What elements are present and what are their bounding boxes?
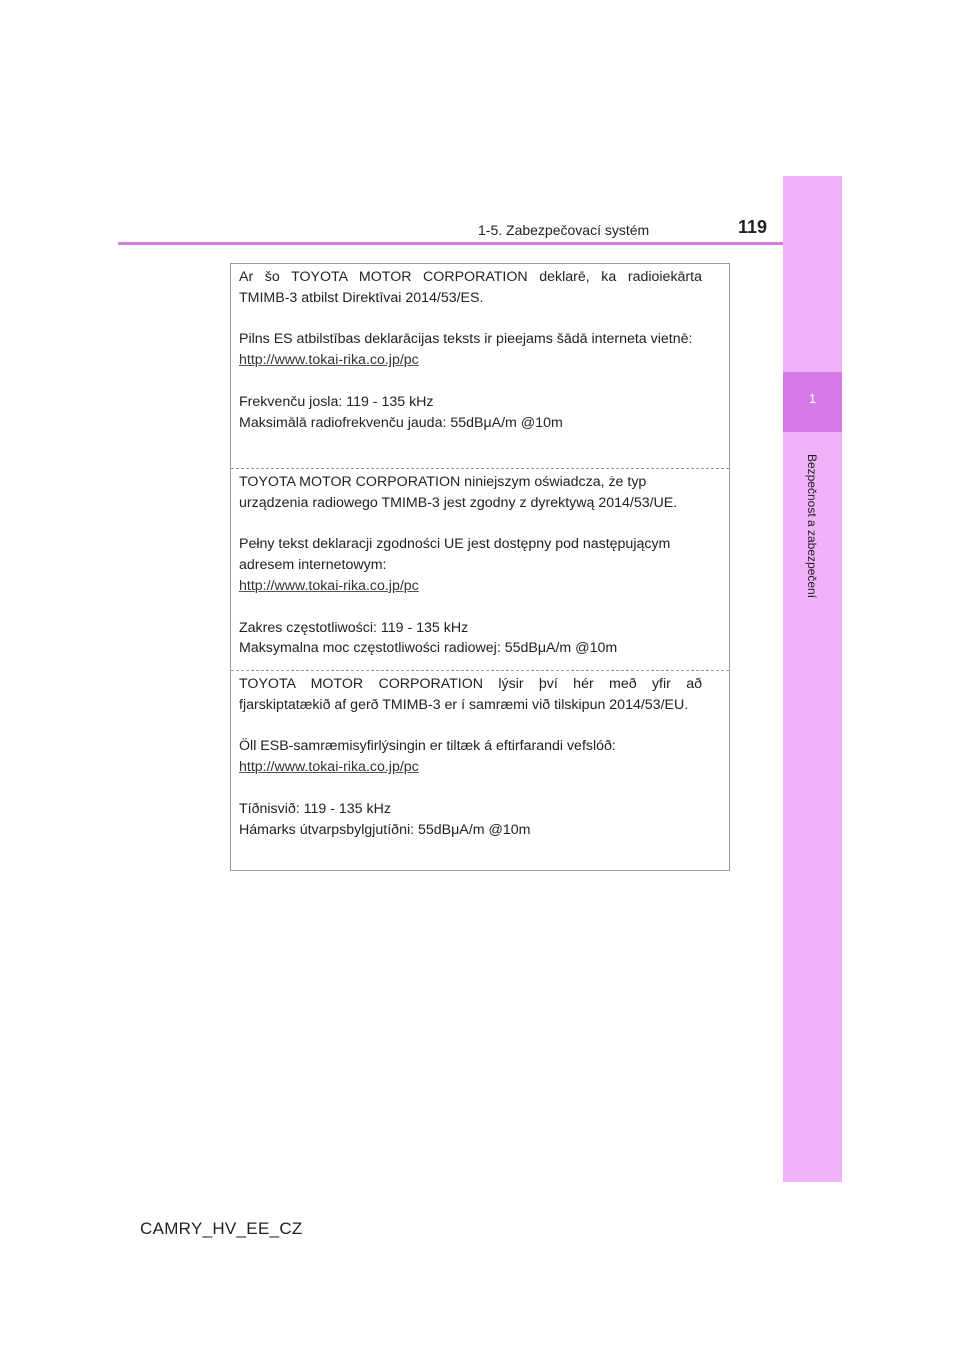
- header-rule: [118, 242, 842, 245]
- full-text-note: Pełny tekst deklaracji zgodności UE jest dostępny pod następującym adresem internetowym:: [239, 536, 671, 574]
- frequency-band: Zakres częstotliwości: 119 - 135 kHz: [239, 619, 469, 636]
- declaration-section-latvian: [231, 264, 729, 468]
- chapter-side-tab: [783, 176, 842, 1182]
- page-number: 119: [738, 217, 768, 237]
- chapter-number: 1: [808, 391, 817, 406]
- declaration-text: TOYOTA MOTOR CORPORATION niniejszym oświadcza, że typ urządzenia radiowego TMIMB-3 jest zgodny z dyrektywą 2014/53/UE.: [239, 474, 678, 511]
- frequency-band: Frekvenču josla: 119 - 135 kHz: [239, 393, 434, 410]
- declaration-text: Ar šo TOYOTA MOTOR CORPORATION deklarē, ka radioiekārta TMIMB-3 atbilst Direktīvai 2014/53/ES.: [239, 269, 702, 306]
- frequency-band: Tíðnisvið: 119 - 135 kHz: [239, 800, 391, 817]
- max-power: Maksimālā radiofrekvenču jauda: 55dBμA/m @10m: [239, 414, 563, 431]
- chapter-title: Bezpečnost a zabezpečení: [805, 453, 819, 599]
- declaration-link[interactable]: http://www.tokai-rika.co.jp/pc: [239, 759, 419, 776]
- declaration-box: [230, 263, 730, 871]
- declaration-section-icelandic: [231, 670, 729, 870]
- max-power: Hámarks útvarpsbylgjutíðni: 55dBμA/m @10m: [239, 821, 531, 838]
- declaration-text: TOYOTA MOTOR CORPORATION lýsir því hér með yfir að fjarskiptatækið af gerð TMIMB-3 er í samræmi við tilskipun 2014/53/EU.: [239, 676, 702, 713]
- full-text-note: Öll ESB-samræmisyfirlýsingin er tiltæk á eftirfarandi vefslóð:: [239, 738, 616, 755]
- section-title: 1-5. Zabezpečovací systém: [478, 222, 650, 238]
- full-text-note: Pilns ES atbilstības deklarācijas teksts ir pieejams šādā interneta vietnē:: [239, 331, 693, 348]
- declaration-section-polish: [231, 468, 729, 670]
- declaration-link[interactable]: http://www.tokai-rika.co.jp/pc: [239, 352, 419, 369]
- document-code: CAMRY_HV_EE_CZ: [140, 1219, 303, 1238]
- max-power: Maksymalna moc częstotliwości radiowej: 55dBμA/m @10m: [239, 640, 618, 657]
- declaration-link[interactable]: http://www.tokai-rika.co.jp/pc: [239, 577, 419, 594]
